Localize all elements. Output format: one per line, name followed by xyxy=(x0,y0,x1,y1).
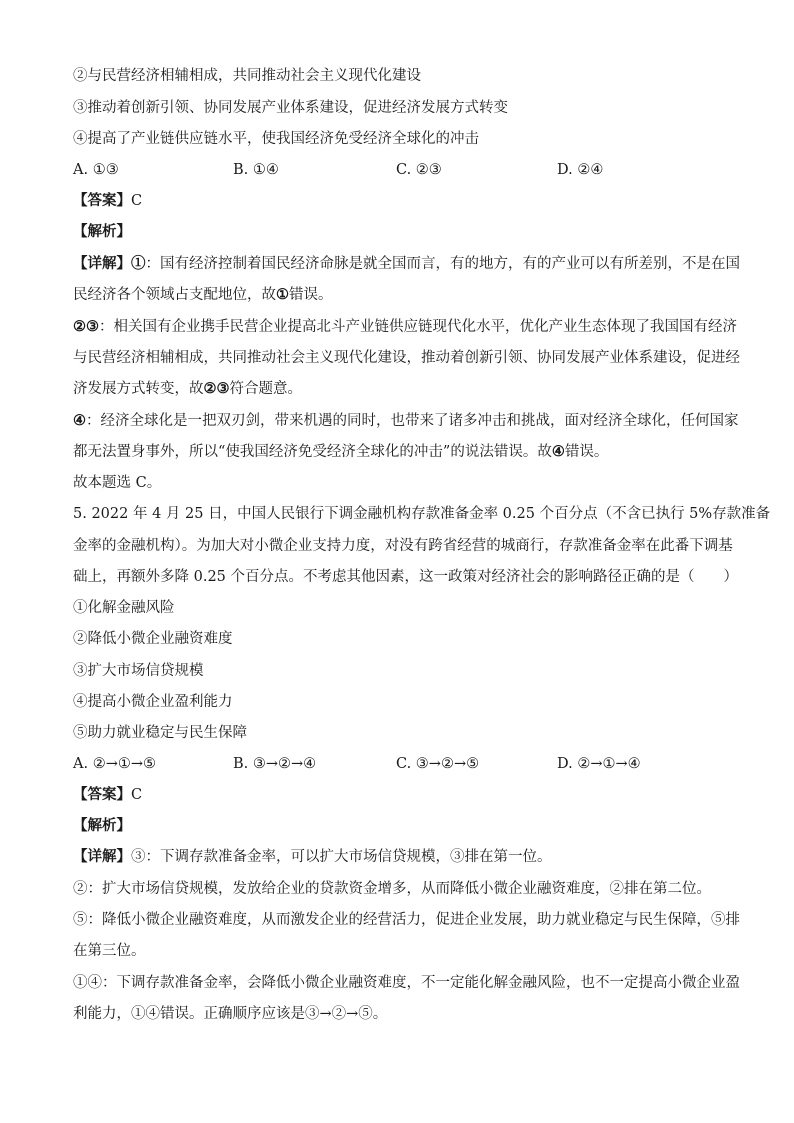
q5-option-d: D. ②→①→④ xyxy=(557,756,641,772)
q5-detail-1 xyxy=(73,847,552,867)
q4-detail-3-cont xyxy=(73,442,608,462)
detail-text: 济发展方式转变，故 xyxy=(73,381,204,397)
answer-tag: 【答案】 xyxy=(73,192,131,209)
detail-text: 都无法置身事外，所以“使我国经济免受经济全球化的冲击”的说法错误。故 xyxy=(73,444,552,460)
q5-option-b: B. ③→②→④ xyxy=(233,756,317,772)
q4-option-c: C. ②③ xyxy=(396,162,442,178)
detail-mark: ④ xyxy=(73,412,86,429)
q5-option-c: C. ③→②→⑤ xyxy=(396,756,480,772)
detail-tag: 【详解】 xyxy=(73,848,131,865)
q4-statement-3: ③推动着创新引领、协同发展产业体系建设，促进经济发展方式转变 xyxy=(73,100,508,116)
detail-text: 错误。 xyxy=(289,287,333,303)
q5-detail-3: ⑤：降低小微企业融资难度，从而激发企业的经营活力，促进企业发展，助力就业稳定与民生保障，⑤排 xyxy=(73,912,740,928)
q5-item-3: ③扩大市场信贷规模 xyxy=(73,663,204,679)
q5-option-a: A. ②→①→⑤ xyxy=(73,756,156,772)
q5-stem-2: 金率的金融机构）。为加大对小微企业支持力度，对没有跨省经营的城商行，存款准备金率在此番下调基 xyxy=(73,538,733,554)
detail-text: ：相关国有企业携手民营企业提高北斗产业链供应链现代化水平，优化产业生态体现了我国国有经济 xyxy=(99,319,737,335)
detail-text: 错误。 xyxy=(564,444,609,460)
q4-statement-2: ②与民营经济相辅相成，共同推动社会主义现代化建设 xyxy=(73,68,421,84)
analysis-tag: 【解析】 xyxy=(73,223,131,240)
q4-option-b: B. ①④ xyxy=(233,162,279,178)
q5-item-2: ②降低小微企业融资难度 xyxy=(73,631,233,647)
q4-detail-1-cont xyxy=(73,285,333,305)
detail-mark: ②③ xyxy=(203,380,230,397)
detail-tag: 【详解】 xyxy=(73,255,131,272)
q4-detail-2-cont: 与民营经济相辅相成，共同推动社会主义现代化建设，推动着创新引领、协同发展产业体系建设，促进经 xyxy=(73,350,740,366)
q4-analysis-heading xyxy=(73,222,131,242)
q5-stem-1: 5. 2022 年 4 月 25 日，中国人民银行下调金融机构存款准备金率 0.25 个百分点（不含已执行 5%存款准备 xyxy=(73,506,771,522)
analysis-tag: 【解析】 xyxy=(73,817,131,834)
detail-text: ③：下调存款准备金率，可以扩大市场信贷规模，③排在第一位。 xyxy=(131,849,552,865)
detail-mark: ②③ xyxy=(73,318,99,335)
q5-item-4: ④提高小微企业盈利能力 xyxy=(73,694,233,710)
detail-mark: ① xyxy=(276,286,289,303)
q5-item-1: ①化解金融风险 xyxy=(73,600,175,616)
q4-conclusion: 故本题选 C。 xyxy=(73,475,162,491)
q4-detail-1 xyxy=(73,254,740,274)
detail-text: ：经济全球化是一把双刃剑，带来机遇的同时，也带来了诸多冲击和挑战，面对经济全球化，任何国家 xyxy=(86,413,739,429)
q4-option-a: A. ①③ xyxy=(73,162,119,178)
q5-item-5: ⑤助力就业稳定与民生保障 xyxy=(73,725,247,741)
q4-statement-4: ④提高了产业链供应链水平，使我国经济免受经济全球化的冲击 xyxy=(73,131,479,147)
q4-detail-3 xyxy=(73,411,739,431)
detail-text: ：国有经济控制着国民经济命脉是就全国而言，有的地方，有的产业可以有所差别，不是在国 xyxy=(145,256,740,272)
detail-text: 民经济各个领域占支配地位，故 xyxy=(73,287,276,303)
q4-answer xyxy=(73,191,142,211)
q5-answer xyxy=(73,785,142,805)
q5-detail-4: ①④：下调存款准备金率，会降低小微企业融资难度，不一定能化解金融风险，也不一定提高小微企业盈 xyxy=(73,975,740,991)
q4-option-d: D. ②④ xyxy=(557,162,604,178)
detail-mark: ① xyxy=(131,255,146,272)
answer-tag: 【答案】 xyxy=(73,786,131,803)
answer-value: C xyxy=(131,193,143,209)
q4-detail-2 xyxy=(73,317,737,337)
q5-stem-3: 础上，再额外多降 0.25 个百分点。不考虑其他因素，这一政策对经济社会的影响路径正确的是（ ） xyxy=(73,569,738,585)
detail-mark: ④ xyxy=(551,443,565,460)
answer-value: C xyxy=(131,787,143,803)
detail-text: 符合题意。 xyxy=(229,381,302,397)
q5-detail-3-cont: 在第三位。 xyxy=(73,943,146,959)
q5-detail-4-cont: 利能力，①④错误。正确顺序应该是③→②→⑤。 xyxy=(73,1006,388,1022)
q4-detail-2-cont2 xyxy=(73,379,302,399)
q5-analysis-heading xyxy=(73,816,131,836)
q5-detail-2: ②：扩大市场信贷规模，发放给企业的贷款资金增多，从而降低小微企业融资难度，②排在第二位。 xyxy=(73,881,711,897)
